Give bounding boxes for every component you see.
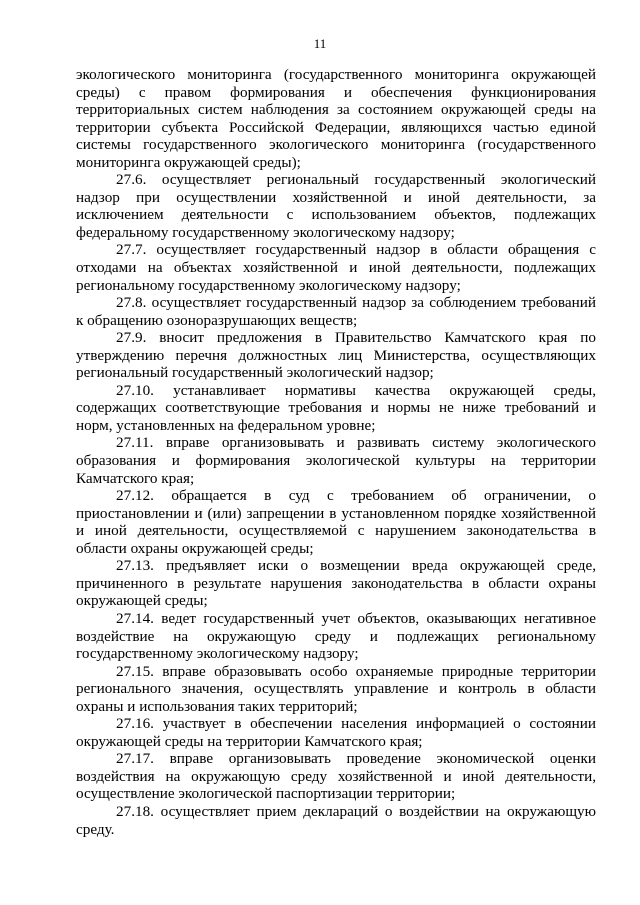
paragraph: 27.13. предъявляет иски о возмещении вреда окружающей среде, причиненного в результате нарушения законодательства в области охраны окружающей среды;	[76, 557, 596, 610]
paragraph: 27.9. вносит предложения в Правительство Камчатского края по утверждению перечня должностных лиц Министерства, осуществляющих региональный государственный экологический надзор;	[76, 329, 596, 382]
document-body	[76, 66, 596, 838]
paragraph: экологического мониторинга (государственного мониторинга окружающей среды) с правом формирования и обеспечения функционирования территориальных систем наблюдения за состоянием окружающей среды на территории субъекта Российской Федерации, являющихся частью единой системы государственного экологического мониторинга (государственного мониторинга окружающей среды);	[76, 66, 596, 171]
page-number: 11	[313, 36, 327, 51]
paragraph: 27.12. обращается в суд с требованием об ограничении, о приостановлении и (или) запрещении в установленном порядке хозяйственной и иной деятельности, осуществляемой с нарушением законодательства в области охраны окружающей среды;	[76, 487, 596, 557]
paragraph: 27.8. осуществляет государственный надзор за соблюдением требований к обращению озоноразрушающих веществ;	[76, 294, 596, 329]
paragraph: 27.10. устанавливает нормативы качества окружающей среды, содержащих соответствующие требования и нормы не ниже требований и норм, установленных на федеральном уровне;	[76, 381, 596, 434]
paragraph: 27.7. осуществляет государственный надзор в области обращения с отходами на объектах хозяйственной и иной деятельности, подлежащих региональному государственному экологическому надзору;	[76, 241, 596, 294]
paragraph: 27.6. осуществляет региональный государственный экологический надзор при осуществлении хозяйственной и иной деятельности, за исключением деятельности с использованием объектов, подлежащих федеральному государственному экологическому надзору;	[76, 171, 596, 241]
paragraph: 27.18. осуществляет прием деклараций о воздействии на окружающую среду.	[76, 802, 596, 838]
paragraph: 27.15. вправе образовывать особо охраняемые природные территории регионального значения, осуществлять управление и контроль в области охраны и использования таких территорий;	[76, 662, 596, 715]
paragraph: 27.11. вправе организовывать и развивать систему экологического образования и формирования экологической культуры на территории Камчатского края;	[76, 434, 596, 487]
paragraph: 27.14. ведет государственный учет объектов, оказывающих негативное воздействие на окружающую среду и подлежащих региональному государственному экологическому надзору;	[76, 609, 596, 663]
paragraph: 27.17. вправе организовывать проведение экономической оценки воздействия на окружающую среду хозяйственной и иной деятельности, осуществление экологической паспортизации территории;	[76, 750, 596, 803]
paragraph: 27.16. участвует в обеспечении населения информацией о состоянии окружающей среды на территории Камчатского края;	[76, 715, 596, 750]
